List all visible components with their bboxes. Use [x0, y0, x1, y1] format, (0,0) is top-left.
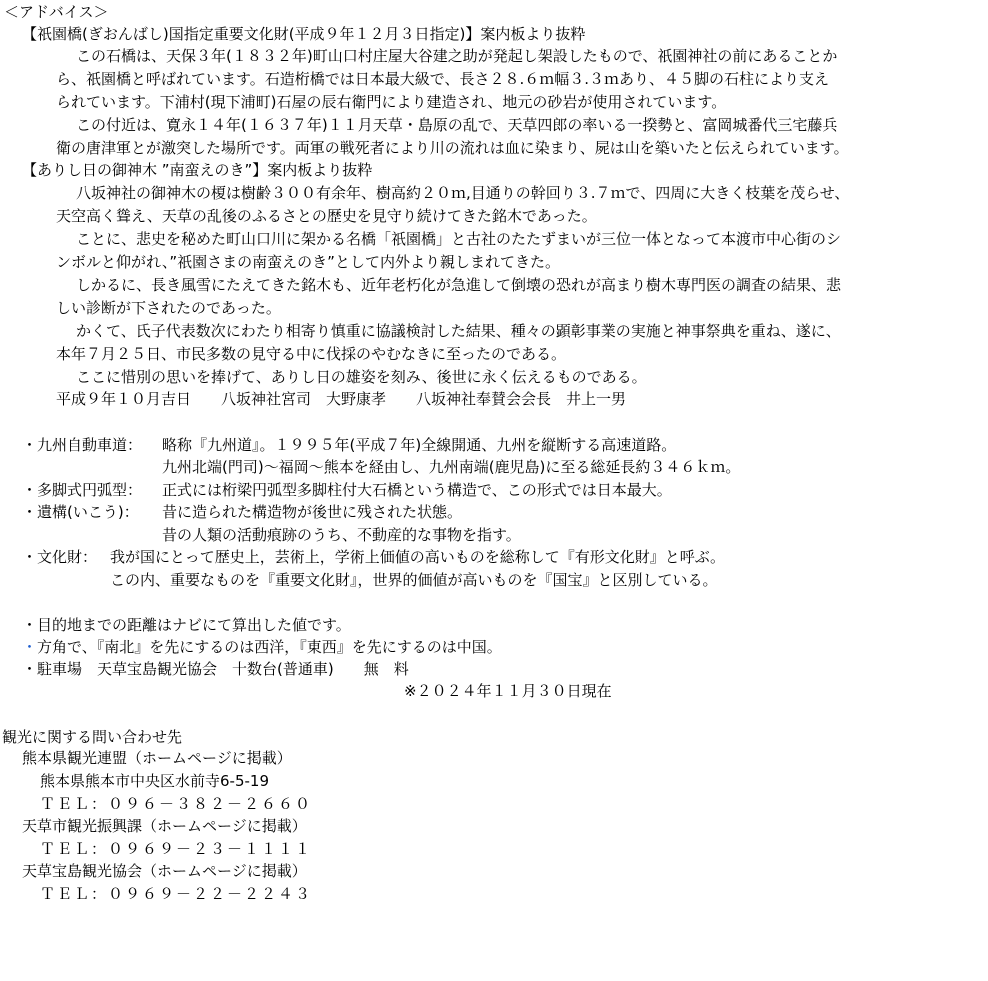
glossary-definition: 略称『九州道』。１９９５年(平成７年)全線開通、九州を縦断する高速道路。 — [162, 436, 677, 454]
contact-tel: ＴＥＬ：０９６９－２２－２２４３ — [40, 885, 313, 903]
gionbashi-line: この石橋は、天保３年(１８３２年)町山口村庄屋大谷建之助が発起し架設したもので、祇園神社の前にあることか — [76, 47, 838, 65]
glossary-definition: この内、重要なものを『重要文化財』，世界的価値が高いものを『国宝』と区別している。 — [110, 571, 718, 589]
goshinboku-line: 八坂神社の御神木の榎は樹齢３００有余年、樹高約２０ｍ,目通りの幹回り３.７ｍで、四周に大きく枝葉を茂らせ、 — [76, 184, 850, 202]
goshinboku-line: ここに惜別の思いを捧げて、ありし日の雄姿を刻み、後世に永く伝えるものである。 — [76, 368, 647, 386]
glossary-term: ・九州自動車道： — [22, 436, 143, 454]
goshinboku-line: しかるに、長き風雪にたえてきた銘木も、近年老朽化が急進して倒壊の恐れが高まり樹木専門医の調査の結果、悲 — [76, 276, 842, 294]
contact-org: 天草宝島観光協会（ホームページに掲載） — [22, 862, 307, 880]
goshinboku-line: しい診断が下されたのであった。 — [56, 299, 281, 317]
contact-heading: 観光に関する問い合わせ先 — [2, 728, 183, 746]
gionbashi-title: 【祇園橋(ぎおんばし)国指定重要文化財(平成９年１２月３日指定)】案内板より抜粋 — [22, 25, 586, 43]
gionbashi-line: この付近は、寛永１４年(１６３７年)１１月天草・島原の乱で、天草四郎の率いる一揆勢と、富岡城番代三宅藤兵 — [76, 116, 838, 134]
contact-org: 熊本県観光連盟（ホームページに掲載） — [22, 749, 292, 767]
note-line — [22, 637, 502, 657]
goshinboku-line: 天空高く聳え、天草の乱後のふるさとの歴史を見守り続けてきた銘木であった。 — [56, 207, 597, 225]
goshinboku-title: 【ありし日の御神木 ”南蛮えのき”】案内板より抜粋 — [22, 161, 373, 179]
goshinboku-line: かくて、氏子代表数次にわたり相寄り慎重に協議検討した結果、種々の顕彰事業の実施と神事祭典を重ね、遂に、 — [76, 322, 841, 340]
goshinboku-line: ことに、悲史を秘めた町山口川に架かる名橋「祇園橋」と古社のたたずまいが三位一体となって本渡市中心街のシ — [76, 230, 842, 248]
contact-tel: ＴＥＬ：０９６９－２３－１１１１ — [40, 840, 313, 858]
advice-heading: ＜アドバイス＞ — [4, 3, 109, 21]
glossary-term: ・遺構(いこう)： — [22, 503, 139, 521]
contact-tel: ＴＥＬ：０９６－３８２－２６６０ — [40, 795, 313, 813]
glossary-term: ・多脚式円弧型： — [22, 481, 143, 499]
contact-org: 天草市観光振興課（ホームページに掲載） — [22, 817, 307, 835]
glossary-definition: 九州北端(門司)～福岡～熊本を経由し、九州南端(鹿児島)に至る総延長約３４６ｋｍ。 — [162, 458, 741, 476]
note-text: 方角で、『南北』を先にするのは西洋，『東西』を先にするのは中国。 — [37, 638, 502, 656]
gionbashi-line: ら、祇園橋と呼ばれています。石造桁橋では日本最大級で、長さ２８.６ｍ幅３.３ｍあり、４５脚の石柱により支え — [56, 70, 830, 88]
contact-address: 熊本県熊本市中央区水前寺6-5-19 — [40, 772, 270, 790]
as-of-date: ※２０２４年１１月３０日現在 — [404, 682, 612, 700]
blue-bullet: ・ — [22, 638, 38, 656]
goshinboku-line: 本年７月２５日、市民多数の見守る中に伐採のやむなきに至ったのである。 — [56, 345, 567, 363]
goshinboku-line: ンボルと仰がれ、”祇園さまの南蛮えのき”として内外より親しまれてきた。 — [56, 253, 560, 271]
goshinboku-signature: 平成９年１０月吉日 八坂神社宮司 大野康孝 八坂神社奉賛会会長 井上一男 — [56, 390, 627, 408]
glossary-definition: 昔に造られた構造物が後世に残された状態。 — [162, 503, 463, 521]
note-line: ・目的地までの距離はナビにて算出した値です。 — [22, 616, 351, 634]
glossary-term: ・文化財： — [22, 548, 98, 566]
glossary-definition: 正式には桁梁円弧型多脚柱付大石橋という構造で、この形式では日本最大。 — [162, 481, 672, 499]
note-line: ・駐車場 天草宝島観光協会 十数台(普通車) 無 料 — [22, 660, 409, 678]
glossary-definition: 我が国にとって歴史上，芸術上，学術上価値の高いものを総称して『有形文化財』と呼ぶ。 — [110, 548, 726, 566]
glossary-definition: 昔の人類の活動痕跡のうち、不動産的な事物を指す。 — [162, 526, 521, 544]
gionbashi-line: 衛の唐津軍とが激突した場所です。両軍の戦死者により川の流れは血に染まり、屍は山を築いたと伝えられています。 — [56, 139, 849, 157]
gionbashi-line: られています。下浦村(現下浦町)石屋の辰右衛門により建造され、地元の砂岩が使用されています。 — [56, 93, 727, 111]
